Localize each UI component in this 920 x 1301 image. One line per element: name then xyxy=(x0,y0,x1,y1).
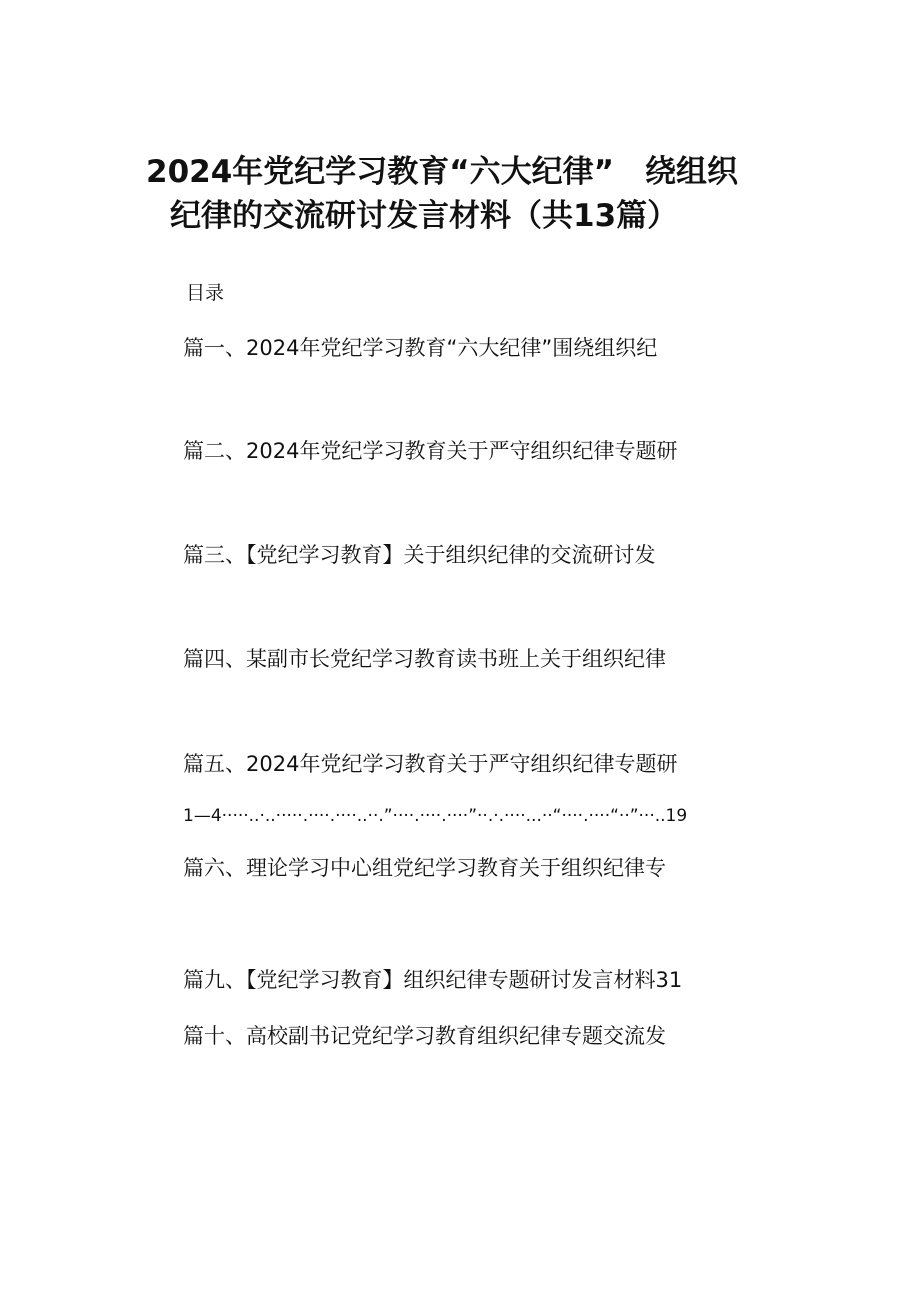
toc-entry-2[interactable]: 篇二、2024年党纪学习教育关于严守组织纪律专题研 xyxy=(183,439,678,463)
toc-entry-5[interactable]: 篇五、2024年党纪学习教育关于严守组织纪律专题研 xyxy=(183,752,678,776)
toc-heading: 目录 xyxy=(186,282,225,304)
toc-entry-6[interactable]: 篇六、理论学习中心组党纪学习教育关于组织纪律专 xyxy=(183,856,666,880)
toc-entry-10[interactable]: 篇十、高校副书记党纪学习教育组织纪律专题交流发 xyxy=(183,1024,666,1048)
toc-entry-9[interactable]: 篇九、【党纪学习教育】组织纪律专题研讨发言材料31 xyxy=(183,968,683,992)
toc-entry-4[interactable]: 篇四、某副市长党纪学习教育读书班上关于组织纪律 xyxy=(183,647,666,671)
document-title-line-1: 2024年党纪学习教育“六大纪律” 绕组织 xyxy=(146,154,739,190)
toc-entry-3[interactable]: 篇三、【党纪学习教育】关于组织纪律的交流研讨发 xyxy=(183,543,656,567)
toc-entry-1[interactable]: 篇一、2024年党纪学习教育“六大纪律”围绕组织纪 xyxy=(183,336,658,360)
toc-entry-5-page-leader: 1—4·····..·..·····.····.····..··.”····.····.····”··.·.····...··“····.····“··”···..19 xyxy=(183,806,688,826)
document-title-line-2: 纪律的交流研讨发言材料（共13篇） xyxy=(170,198,679,234)
